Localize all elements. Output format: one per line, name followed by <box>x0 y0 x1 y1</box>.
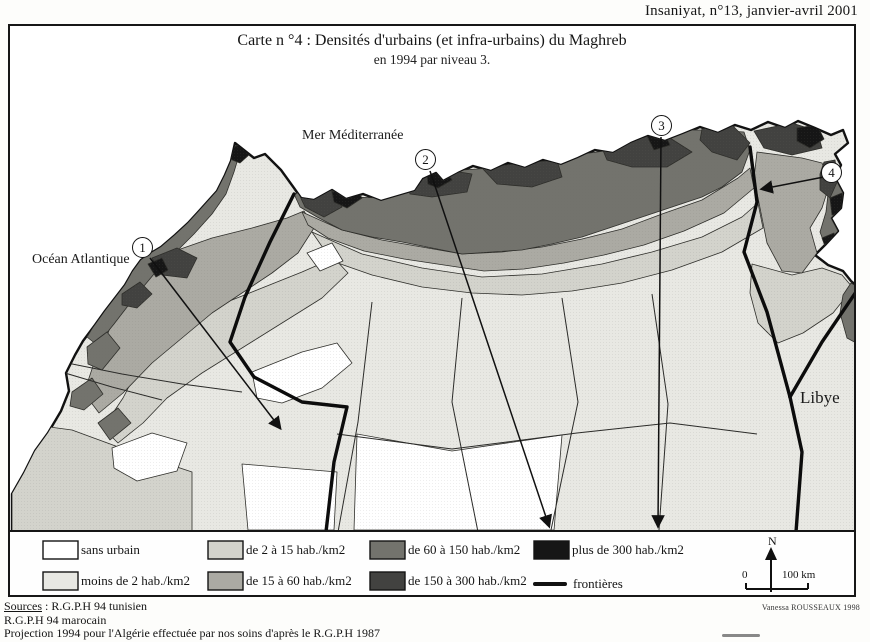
legend-label: de 15 à 60 hab./km2 <box>246 573 352 588</box>
map-title-line1: Carte n °4 : Densités d'urbains (et infra-urbains) du Maghreb <box>237 32 627 49</box>
marker-4 <box>821 162 842 183</box>
legend-item-2-15 <box>207 540 345 560</box>
legend-swatch-2-15 <box>207 540 244 560</box>
journal-header: Insaniyat, n°13, janvier-avril 2001 <box>644 3 858 19</box>
north-label: N <box>768 534 777 548</box>
legend-label: sans urbain <box>81 542 140 557</box>
legend-swatch-moins-de-2 <box>42 571 79 591</box>
map-title <box>10 32 854 68</box>
legend-swatch-plus-300 <box>533 540 570 560</box>
maghreb-map-svg <box>10 26 854 534</box>
marker-2-number: 2 <box>422 151 429 167</box>
legend-item-frontieres <box>533 576 623 592</box>
scan-artifact <box>722 634 760 637</box>
scale-distance-label: 100 km <box>782 569 816 581</box>
marker-3-number: 3 <box>658 117 665 133</box>
sources-line-2: R.G.P.H 94 marocain <box>4 612 107 627</box>
frontier-line-sample <box>533 582 567 586</box>
sources-line1-rest: : R.G.P.H 94 tunisien <box>42 599 148 613</box>
author-credit: Vanessa ROUSSEAUX 1998 <box>761 603 860 612</box>
sources-line-3: Projection 1994 pour l'Algérie effectuée par nos soins d'après le R.G.P.H 1987 <box>4 626 381 640</box>
atlantic-ocean-label: Océan Atlantique <box>32 252 130 267</box>
legend-item-15-60 <box>207 571 352 591</box>
legend-item-moins-de-2 <box>42 571 190 591</box>
legend-label: plus de 300 hab./km2 <box>572 542 684 557</box>
legend-swatch-15-60 <box>207 571 244 591</box>
map-frame <box>8 24 856 597</box>
legend-item-sans-urbain <box>42 540 140 560</box>
legend-label: moins de 2 hab./km2 <box>81 573 191 588</box>
legend-item-plus-300 <box>533 540 684 560</box>
legend-label: de 60 à 150 hab./km2 <box>408 542 521 557</box>
legend-label: de 2 à 15 hab./km2 <box>246 542 346 557</box>
marker-3 <box>651 115 672 136</box>
scale-bar <box>746 583 808 589</box>
legend-item-60-150 <box>369 540 520 560</box>
scale-zero-label: 0 <box>742 569 748 581</box>
legend-label: de 150 à 300 hab./km2 <box>408 573 527 588</box>
mediterranean-sea-label: Mer Méditerranée <box>302 128 404 143</box>
legend-swatch-60-150 <box>369 540 406 560</box>
legend-item-150-300 <box>369 571 527 591</box>
legend <box>10 530 854 595</box>
sources-block <box>4 600 380 641</box>
marker-1 <box>132 237 153 258</box>
legend-swatch-150-300 <box>369 571 406 591</box>
marker-4-number: 4 <box>828 164 835 180</box>
sources-line-1 <box>4 600 380 614</box>
marker-1-number: 1 <box>139 239 146 255</box>
map-title-line2: en 1994 par niveau 3. <box>373 52 491 67</box>
north-arrow-icon <box>765 547 777 592</box>
compass-and-scale <box>726 532 826 595</box>
libya-label: Libye <box>800 388 840 407</box>
legend-swatch-sans-urbain <box>42 540 79 560</box>
sources-title: Sources <box>4 599 42 613</box>
marker-2 <box>415 149 436 170</box>
legend-label: frontières <box>573 576 623 591</box>
